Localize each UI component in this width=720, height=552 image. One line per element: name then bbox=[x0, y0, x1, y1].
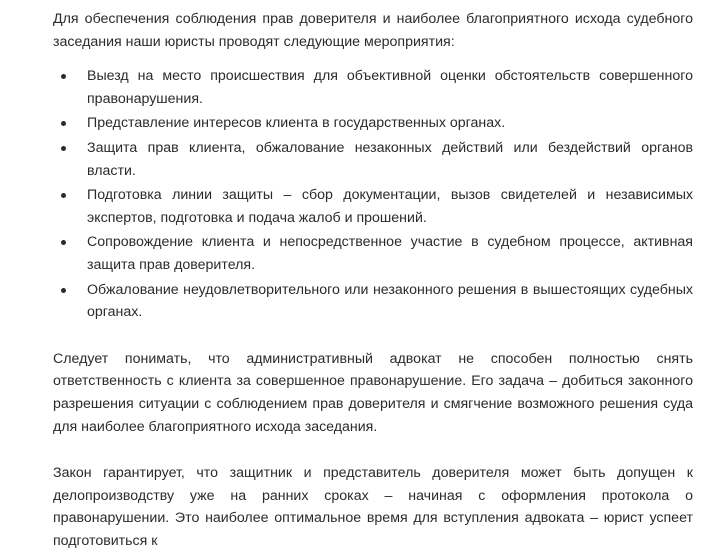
list-item bbox=[53, 231, 693, 276]
list-item bbox=[53, 112, 693, 135]
document-body bbox=[53, 8, 693, 552]
intro-paragraph: Для обеспечения соблюдения прав доверителя и наиболее благоприятного исхода судебного заседания наши юристы проводят следующие мероприятия: bbox=[53, 11, 693, 50]
list-item bbox=[53, 65, 693, 110]
list-item-text: Выезд на место происшествия для объективной оценки обстоятельств совершенного правонарушения. bbox=[87, 68, 693, 107]
bullet-icon bbox=[61, 121, 66, 126]
list-item-text: Сопровождение клиента и непосредственное участие в судебном процессе, активная защита прав доверителя. bbox=[87, 234, 693, 273]
responsibility-paragraph: Следует понимать, что административный адвокат не способен полностью снять ответственность с клиента за совершенное правонарушение. Его задача – добиться законного разрешения ситуации с соблюдением прав доверителя и смягчение возможного решения суда для наиболее благоприятного исхода заседания. bbox=[53, 350, 693, 435]
list-item-text: Подготовка линии защиты – сбор документации, вызов свидетелей и независимых экспертов, подготовка и подача жалоб и прошений. bbox=[87, 187, 693, 226]
bullet-icon bbox=[61, 74, 66, 79]
list-item-text: Обжалование неудовлетворительного или незаконного решения в вышестоящих судебных органах. bbox=[87, 281, 693, 321]
list-item bbox=[53, 137, 693, 182]
list-item bbox=[53, 279, 693, 324]
bullet-icon bbox=[61, 193, 66, 198]
list-item bbox=[53, 184, 693, 229]
bullet-icon bbox=[61, 240, 66, 245]
bullet-icon bbox=[61, 288, 66, 293]
list-item-text: Защита прав клиента, обжалование незаконных действий или бездействий органов власти. bbox=[87, 139, 693, 179]
law-guarantee-paragraph: Закон гарантирует, что защитник и представитель доверителя может быть допущен к делопроизводству уже на ранних сроках – начиная с оформления протокола о правонарушении. Это наиболее оптимальное время для вступления адвоката – юрист успеет подготовиться к bbox=[53, 465, 693, 549]
bullet-icon bbox=[61, 146, 66, 151]
list-item-text: Представление интересов клиента в государственных органах. bbox=[87, 115, 506, 132]
measures-list bbox=[53, 65, 693, 324]
